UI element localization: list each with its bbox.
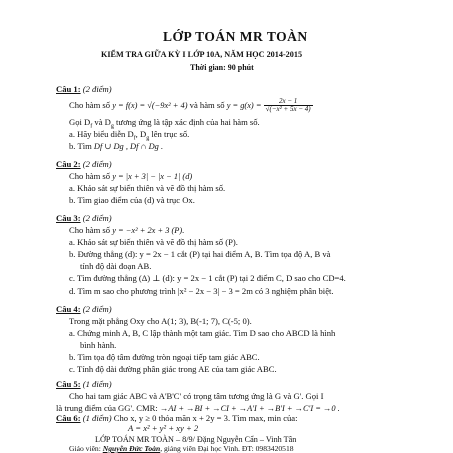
question-5-points: (1 điểm) (82, 379, 112, 389)
question-1-label: Câu 1: (56, 84, 81, 94)
question-5-label: Câu 5: (56, 379, 81, 389)
q2-expression: y = |x + 3| − |x − 1| (d) (112, 172, 193, 181)
q5-line2-text: là trung điểm của GG'. CMR: (56, 403, 158, 413)
q1-line2-a: Gọi D (69, 117, 91, 127)
q1-line2-sub-f: f (90, 123, 93, 130)
question-1-intro (69, 98, 313, 114)
question-1-part-a (69, 130, 189, 142)
q1-a-mid: , D (135, 129, 147, 139)
q1-b-expression: Df ∪ Dg , Df ∩ Dg . (93, 142, 164, 151)
question-2-points: (2 điểm) (82, 159, 112, 169)
question-2-part-a: a. Khảo sát sự biến thiên và vẽ đồ thị hàm số. (69, 183, 226, 193)
q5-vector-expression: →AI + →BI + →CI + →A'I + →B'I + →C'I = →0 . (159, 404, 340, 413)
question-4-intro: Trong mặt phẳng Oxy cho A(1; 3), B(-1; 7), C(-5; 0). (69, 316, 252, 326)
q6-line1-text: Cho x, y ≥ 0 thỏa mãn x + 2y = 3. Tìm max, min của: (113, 413, 298, 423)
question-4-label: Câu 4: (56, 304, 81, 314)
q1-f-expression: y = f(x) = √(−9x² + 4) (112, 100, 188, 110)
q1-a-end: lên trục số. (149, 129, 190, 139)
q1-g-numerator: 2x − 1 (264, 98, 313, 106)
footer-teacher-label: Giáo viên: (69, 444, 103, 453)
q1-g-lhs: y = g(x) = (226, 100, 262, 110)
footer-teacher-info: , giảng viên Đại học Vinh. ĐT: 0983420518 (160, 444, 294, 453)
q1-intro-b: và hàm số (189, 99, 225, 110)
question-2-part-b: b. Tìm giao điểm của (d) và trục Ox. (69, 195, 195, 205)
question-1-line-2 (69, 118, 260, 130)
question-4-part-b: b. Tìm tọa độ tâm đường tròn ngoại tiếp tam giác ABC. (69, 352, 260, 362)
q1-g-fraction (264, 98, 313, 114)
q1-intro-a: Cho hàm số (69, 99, 111, 110)
q3-intro-text: Cho hàm số (69, 225, 111, 235)
question-3-heading (56, 214, 112, 223)
question-5-line-1: Cho hai tam giác ABC và A'B'C' có trọng tâm tương ứng là G và G'. Gọi I (69, 391, 324, 401)
page-title: LỚP TOÁN MR TOÀN (163, 29, 308, 44)
question-3-label: Câu 3: (56, 213, 81, 223)
question-2-heading (56, 160, 112, 169)
q1-g-denominator: √(−x² + 5x − 4) (265, 105, 311, 114)
q1-b-text: b. Tìm (69, 141, 92, 151)
question-6-points: (1 điểm) (82, 413, 112, 423)
q1-a-sub-f: f (133, 135, 136, 142)
footer-line-2 (69, 445, 294, 453)
question-4-part-a-line-1: a. Chứng minh A, B, C lập thành một tam giác. Tìm D sao cho ABCD là hình (69, 328, 336, 338)
question-3-part-d: d. Tìm m sao cho phương trình |x² − 2x − 3| − 3 = 2m có 3 nghiệm phân biệt. (69, 286, 334, 296)
q2-intro-text: Cho hàm số (69, 171, 111, 181)
question-3-part-b-line-1: b. Đường thẳng (d): y = 2x − 1 cắt (P) tại hai điểm A, B. Tìm tọa độ A, B và (69, 249, 331, 259)
question-5-line-2 (56, 404, 340, 413)
question-1-points: (2 điểm) (82, 84, 112, 94)
q1-line2-sub-g: g (110, 123, 114, 130)
question-4-points: (2 điểm) (82, 304, 112, 314)
question-6-line-1 (56, 414, 298, 423)
exam-subtitle: KIỂM TRA GIỮA KỲ I LỚP 10A, NĂM HỌC 2014-2015 (101, 50, 303, 59)
footer-line-1: LỚP TOÁN MR TOÀN – 8/9/ Đặng Nguyễn Cẩn – Vinh Tân (95, 435, 297, 444)
exam-time: Thời gian: 90 phút (190, 63, 254, 72)
q1-a-sub-g: g (146, 135, 150, 142)
question-4-part-c: c. Tính độ dài đường phân giác trong AE của tam giác ABC. (69, 364, 277, 374)
question-3-part-b-line-2: tính độ dài đoạn AB. (80, 261, 152, 271)
question-3-part-a: a. Khảo sát sự biến thiên và vẽ đồ thị hàm số (P). (69, 237, 238, 247)
question-3-points: (2 điểm) (82, 213, 112, 223)
question-2-intro (69, 172, 192, 181)
question-6-label: Câu 6: (56, 413, 81, 423)
question-3-intro (69, 226, 184, 235)
question-4-part-a-line-2: bình hành. (80, 340, 117, 350)
footer-teacher-name: Nguyễn Đức Toàn (102, 444, 161, 453)
question-1-heading (56, 85, 112, 94)
question-4-heading (56, 305, 112, 314)
question-3-part-c: c. Tìm đường thẳng (Δ) ⊥ (d): y = 2x − 1 cắt (P) tại 2 điểm C, D sao cho CD=4. (69, 273, 346, 283)
question-1-part-b (69, 142, 163, 151)
question-6-line-2: A = x² + y² + xy + 2 (128, 423, 199, 433)
question-2-label: Câu 2: (56, 159, 81, 169)
q3-expression: y = −x² + 2x + 3 (P). (112, 226, 185, 235)
q1-line2-mid: và D (92, 117, 111, 127)
question-5-heading (56, 380, 112, 389)
q1-line2-end: tương ứng là tập xác định của hai hàm số. (113, 117, 260, 127)
q1-a-text: a. Hãy biểu diễn D (69, 129, 134, 139)
